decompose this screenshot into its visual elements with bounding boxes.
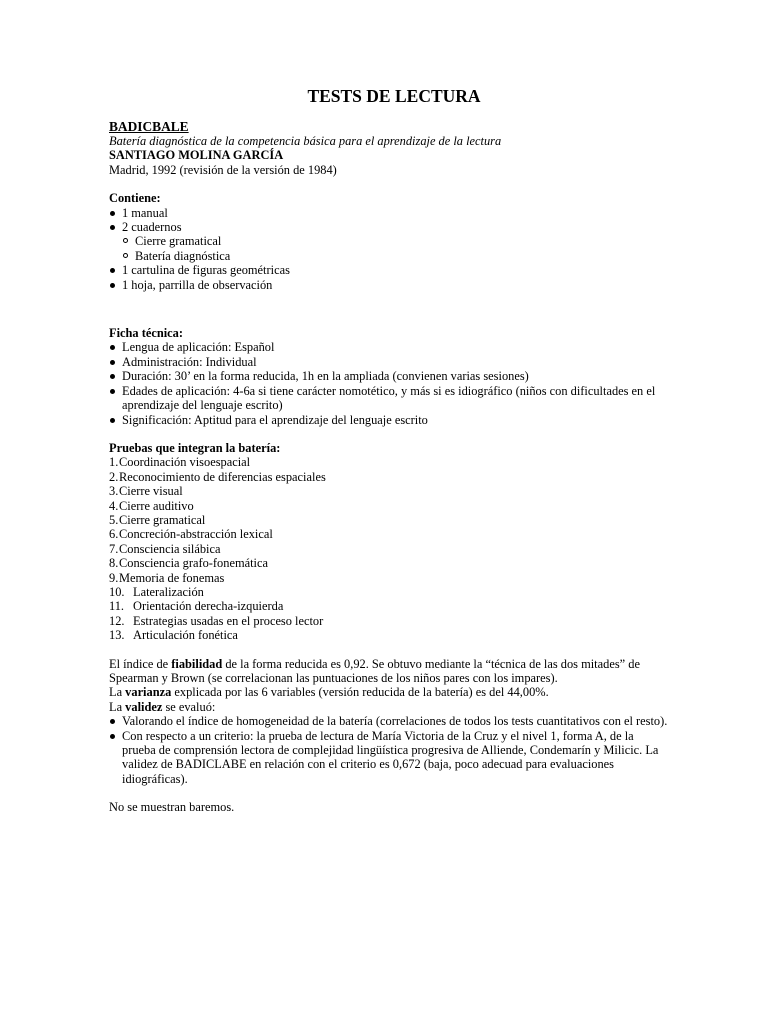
item-number: 1. (109, 455, 119, 470)
item-text: Orientación derecha-izquierda (133, 599, 284, 614)
item-text: Consciencia grafo-fonemática (119, 556, 268, 571)
document-title: TESTS DE LECTURA (307, 86, 481, 106)
fiabilidad-paragraph (109, 657, 669, 686)
validez-term: validez (125, 699, 163, 714)
list-item: Valorando el índice de homogeneidad de la batería (correlaciones de todos los tests cuantitativos con el resto). (109, 714, 669, 728)
list-item (109, 628, 669, 642)
book-title: BADICBALE (109, 119, 189, 134)
list-item (109, 278, 669, 292)
validez-list (109, 714, 669, 786)
list-item (109, 599, 669, 613)
list-item (109, 513, 669, 527)
item-number: 7. (109, 541, 119, 556)
item-number: 3. (109, 484, 119, 499)
list-item: Lengua de aplicación: Español (109, 340, 669, 354)
list-item (109, 614, 669, 628)
text-run: explicada por las 6 variables (versión reducida de la batería) es del 44,00%. (171, 685, 549, 700)
item-number: 5. (109, 512, 119, 527)
item-number: 13. (109, 628, 125, 643)
list-item (109, 585, 669, 599)
list-item (109, 571, 669, 585)
item-text: Reconocimiento de diferencias espaciales (119, 469, 326, 484)
list-item: Administración: Individual (109, 355, 669, 369)
document-page (109, 86, 669, 815)
ficha-list (109, 340, 669, 426)
list-item: Con respecto a un criterio: la prueba de lectura de María Victoria de la Cruz y el nivel 1, forma A, de la prueba de comprensión lectora de complejidad lingüística progresiva de Alliende, Condemarín y Milicic. La validez de BADICLABE en relación con el criterio es 0,672 (baja, poco adecuad para evaluaciones idiográficas). (109, 729, 669, 787)
contiene-heading: Contiene: (109, 191, 161, 206)
item-text: Cierre gramatical (119, 512, 206, 527)
list-item-text: 2 cuadernos (122, 220, 182, 235)
contiene-list (109, 206, 669, 292)
text-run: El índice de (109, 656, 172, 671)
footer-note: No se muestran baremos. (109, 800, 235, 815)
item-text: Lateralización (133, 584, 204, 599)
text-run: se evaluó: (162, 699, 216, 714)
list-item-text: 1 hoja, parrilla de observación (122, 277, 273, 292)
item-number: 10. (109, 584, 125, 599)
list-item (109, 484, 669, 498)
list-item (109, 220, 669, 263)
publication-info: Madrid, 1992 (revisión de la versión de 1984) (109, 162, 337, 177)
list-item-text: 1 cartulina de figuras geométricas (122, 263, 290, 278)
text-run: La (109, 685, 126, 700)
item-text: Concreción-abstracción lexical (119, 527, 273, 542)
pruebas-list (109, 455, 669, 642)
item-text: Coordinación visoespacial (119, 455, 251, 470)
list-item (109, 455, 669, 469)
list-item: Duración: 30’ en la forma reducida, 1h en la ampliada (convienen varias sesiones) (109, 369, 669, 383)
sub-list (122, 234, 669, 263)
item-number: 6. (109, 527, 119, 542)
ficha-heading: Ficha técnica: (109, 326, 183, 341)
list-item (109, 499, 669, 513)
text-run: La (109, 699, 126, 714)
book-author: SANTIAGO MOLINA GARCÍA (109, 148, 284, 163)
item-number: 4. (109, 498, 119, 513)
pruebas-heading: Pruebas que integran la batería: (109, 440, 281, 455)
list-item-text: 1 manual (122, 205, 168, 220)
item-text: Estrategias usadas en el proceso lector (133, 613, 324, 628)
item-text: Consciencia silábica (119, 541, 221, 556)
list-item (109, 470, 669, 484)
list-item (109, 206, 669, 220)
list-item (109, 527, 669, 541)
item-text: Articulación fonética (133, 628, 238, 643)
sub-list-item: Batería diagnóstica (122, 249, 669, 263)
item-number: 8. (109, 556, 119, 571)
item-text: Cierre auditivo (119, 498, 194, 513)
book-subtitle: Batería diagnóstica de la competencia básica para el aprendizaje de la lectura (109, 134, 502, 148)
fiabilidad-term: fiabilidad (171, 656, 223, 671)
item-text: Cierre visual (119, 484, 183, 499)
item-number: 9. (109, 570, 119, 585)
list-item (109, 556, 669, 570)
sub-list-item: Cierre gramatical (122, 234, 669, 248)
list-item (109, 542, 669, 556)
text-run: de la forma reducida es 0,92. Se obtuvo mediante la “técnica de las dos mitades” de Spearman y Brown (se correlacionan las puntuaciones de los niños pares con los impares). (109, 656, 640, 685)
varianza-term: varianza (125, 685, 172, 700)
list-item: Significación: Aptitud para el aprendizaje del lenguaje escrito (109, 413, 669, 427)
list-item (109, 263, 669, 277)
validez-paragraph (109, 700, 669, 714)
item-number: 11. (109, 599, 125, 614)
item-text: Memoria de fonemas (119, 570, 225, 585)
varianza-paragraph (109, 685, 669, 699)
list-item: Edades de aplicación: 4-6a si tiene carácter nomotético, y más si es idiográfico (niños con dificultades en el aprendizaje del lenguaje escrito) (109, 384, 669, 413)
item-number: 2. (109, 469, 119, 484)
item-number: 12. (109, 613, 125, 628)
